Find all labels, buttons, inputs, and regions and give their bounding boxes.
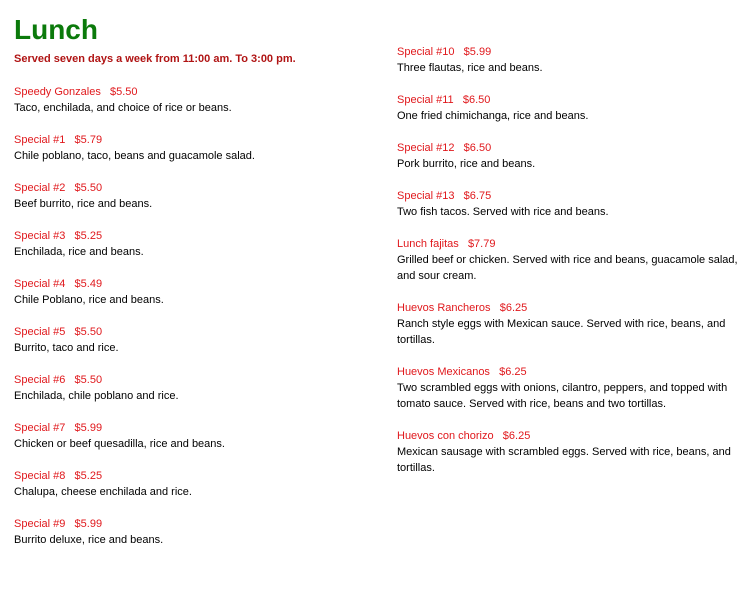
menu-item-name: Special #6 [14, 374, 66, 386]
menu-item [14, 324, 359, 356]
menu-item-description: Two fish tacos. Served with rice and beans. [397, 206, 609, 218]
menu-item-name: Huevos Rancheros [397, 302, 491, 314]
menu-item-heading [397, 188, 742, 204]
menu-item-description: Taco, enchilada, and choice of rice or beans. [14, 102, 232, 114]
menu-item [397, 44, 742, 76]
menu-item-price: $7.79 [467, 238, 496, 250]
menu-item-heading [14, 84, 359, 100]
menu-item [397, 364, 742, 412]
menu-item [397, 92, 742, 124]
menu-item-heading [397, 92, 742, 108]
menu-item-price: $5.99 [74, 422, 103, 434]
menu-item-price: $5.50 [74, 374, 103, 386]
menu-item-heading [14, 324, 359, 340]
menu-item-description: Two scrambled eggs with onions, cilantro, peppers, and topped with tomato sauce. Served with rice, beans and two tortillas. [397, 382, 728, 410]
menu-item-heading [397, 300, 742, 316]
menu-item-name: Special #9 [14, 518, 66, 530]
menu-item-heading [397, 236, 742, 252]
menu-item-heading [14, 516, 359, 532]
menu-item-price: $6.75 [463, 190, 492, 202]
menu-item-name: Special #4 [14, 278, 66, 290]
menu-item-description: Chile poblano, taco, beans and guacamole salad. [14, 150, 255, 162]
menu-item-price: $5.50 [110, 86, 138, 98]
page-title: Lunch [14, 14, 98, 45]
menu-item [14, 84, 359, 116]
menu-item [397, 300, 742, 348]
menu-item-name: Lunch fajitas [397, 238, 459, 250]
menu-item [397, 140, 742, 172]
menu-item-price: $6.50 [463, 142, 492, 154]
menu-item-price: $6.25 [499, 302, 528, 314]
menu-item-name: Speedy Gonzales [14, 86, 101, 98]
menu-item-heading [14, 228, 359, 244]
menu-item [397, 188, 742, 220]
menu-item-description: Mexican sausage with scrambled eggs. Served with rice, beans, and tortillas. [397, 446, 731, 474]
menu-item-description: Chile Poblano, rice and beans. [14, 294, 164, 306]
menu-item-price: $6.25 [502, 430, 531, 442]
menu-item-price: $5.99 [74, 518, 103, 530]
menu-item-name: Special #11 [397, 94, 454, 106]
menu-item [14, 420, 359, 452]
menu-item-name: Special #8 [14, 470, 66, 482]
menu-item-description: Chicken or beef quesadilla, rice and beans. [14, 438, 225, 450]
menu-item [14, 180, 359, 212]
menu-item [397, 428, 742, 476]
menu-item-name: Special #12 [397, 142, 455, 154]
menu-item-name: Special #7 [14, 422, 66, 434]
menu-item-price: $5.25 [74, 230, 103, 242]
menu-item-description: Enchilada, rice and beans. [14, 246, 144, 258]
menu-column-right [397, 44, 742, 492]
menu-item-description: Three flautas, rice and beans. [397, 62, 543, 74]
menu-item-price: $6.25 [499, 366, 527, 378]
menu-item-heading [14, 468, 359, 484]
menu-item-description: Pork burrito, rice and beans. [397, 158, 536, 170]
menu-item-heading [397, 140, 742, 156]
menu-item-heading [14, 132, 359, 148]
menu-item [397, 236, 742, 284]
menu-item-heading [14, 180, 359, 196]
menu-item-name: Special #3 [14, 230, 66, 242]
menu-item-name: Huevos Mexicanos [397, 366, 490, 378]
menu-item-description: Burrito deluxe, rice and beans. [14, 534, 164, 546]
menu-item [14, 132, 359, 164]
menu-item-price: $6.50 [462, 94, 491, 106]
menu-item-name: Special #10 [397, 46, 455, 58]
menu-item-description: Chalupa, cheese enchilada and rice. [14, 486, 192, 498]
menu-item-price: $5.50 [74, 182, 103, 194]
menu-item [14, 276, 359, 308]
menu-item-name: Huevos con chorizo [397, 430, 494, 442]
menu-item-heading [14, 372, 359, 388]
menu-item [14, 516, 359, 548]
menu-item-heading [397, 428, 742, 444]
menu-item-price: $5.99 [463, 46, 492, 58]
menu-item-description: Ranch style eggs with Mexican sauce. Served with rice, beans, and tortillas. [397, 318, 726, 346]
menu-item [14, 228, 359, 260]
menu-item-name: Special #13 [397, 190, 455, 202]
menu-item-name: Special #1 [14, 134, 66, 146]
menu-item-heading [14, 276, 359, 292]
menu-item-description: Enchilada, chile poblano and rice. [14, 390, 179, 402]
menu-item-name: Special #5 [14, 326, 66, 338]
menu-item [14, 372, 359, 404]
menu-item [14, 468, 359, 500]
menu-column-left [14, 84, 359, 564]
menu-item-price: $5.49 [74, 278, 103, 290]
menu-item-description: One fried chimichanga, rice and beans. [397, 110, 589, 122]
menu-item-description: Grilled beef or chicken. Served with rice and beans, guacamole salad, and sour cream. [397, 254, 738, 282]
menu-item-description: Beef burrito, rice and beans. [14, 198, 153, 210]
menu-item-price: $5.25 [74, 470, 103, 482]
serving-hours: Served seven days a week from 11:00 am. To 3:00 pm. [14, 53, 296, 65]
menu-item-description: Burrito, taco and rice. [14, 342, 119, 354]
menu-item-heading [397, 364, 742, 380]
menu-item-price: $5.50 [74, 326, 103, 338]
menu-item-heading [397, 44, 742, 60]
menu-item-price: $5.79 [74, 134, 103, 146]
menu-item-heading [14, 420, 359, 436]
menu-item-name: Special #2 [14, 182, 66, 194]
